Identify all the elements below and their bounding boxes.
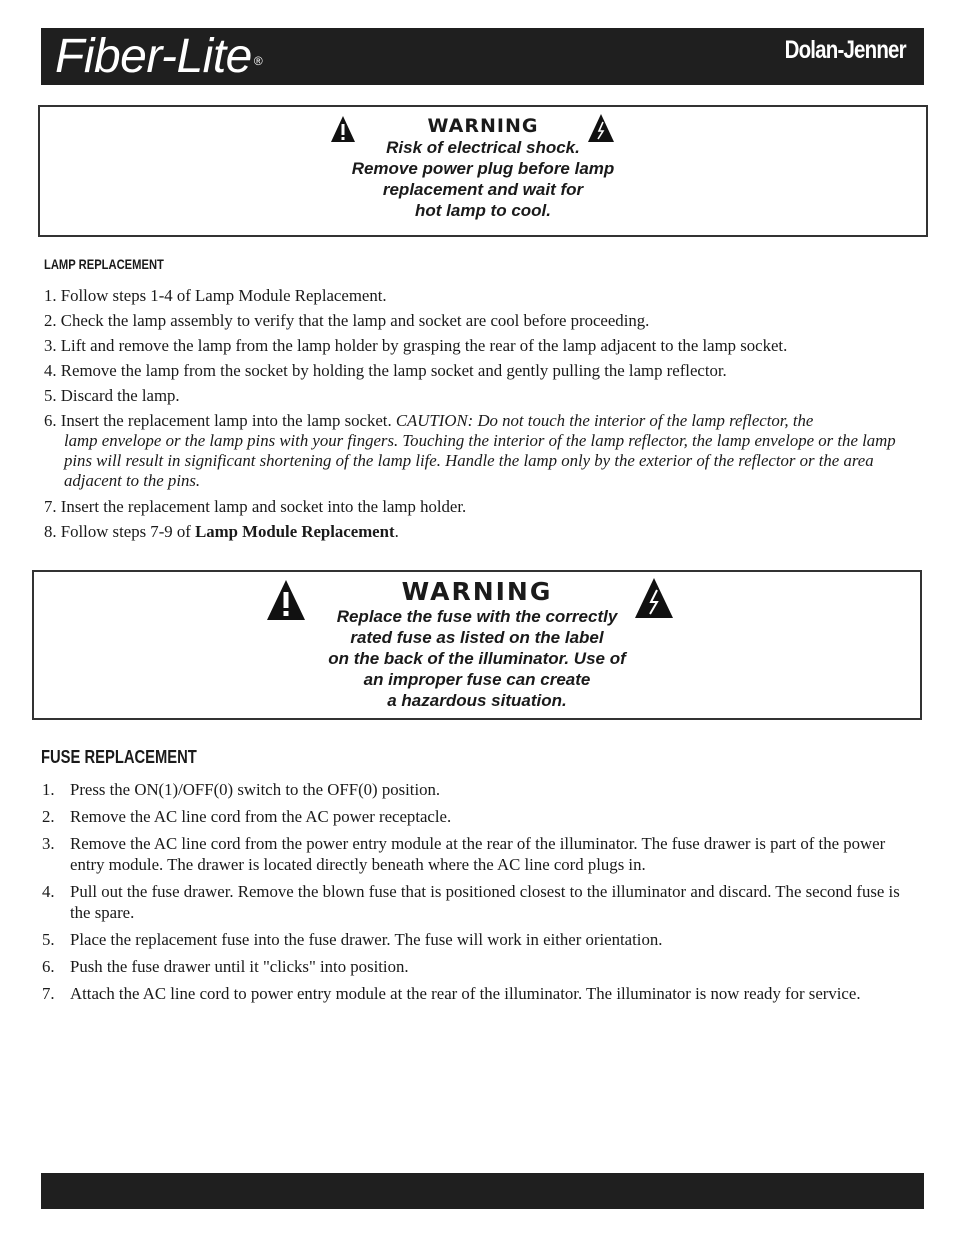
list-item: 7. Attach the AC line cord to power entry module at the rear of the illuminator. The illuminator is now ready for service.: [42, 984, 861, 1003]
header-bar: [41, 28, 924, 85]
warning-text-line: hot lamp to cool.: [415, 201, 551, 220]
warning-text-line: Replace the fuse with the correctly: [336, 607, 618, 626]
list-item: 5. Discard the lamp.: [44, 386, 180, 405]
caution-text: CAUTION: Do not touch the interior of the lamp reflector, the: [395, 411, 814, 430]
list-item: 2. Remove the AC line cord from the AC power receptacle.: [42, 807, 452, 826]
warning-box-fuse: [32, 570, 922, 720]
lamp-replacement-steps: [44, 283, 914, 544]
warning-text-line: on the back of the illuminator. Use of: [328, 649, 626, 668]
list-item: 1. Follow steps 1-4 of Lamp Module Replacement.: [44, 286, 387, 305]
list-item: 4. Pull out the fuse drawer. Remove the blown fuse that is positioned closest to the illuminator and discard. The second fuse is the spare.: [42, 882, 900, 922]
list-item: 6. Push the fuse drawer until it "clicks" into position.: [42, 957, 409, 976]
warning-text-line: replacement and wait for: [382, 180, 584, 199]
exclamation-warning-icon: [330, 115, 356, 143]
cross-reference: Lamp Module Replacement: [195, 522, 395, 541]
company-name: Dolan-Jenner: [784, 36, 906, 64]
warning-title: WARNING: [401, 577, 553, 606]
footer-bar: [41, 1173, 924, 1209]
lightning-warning-icon: [634, 577, 674, 619]
fuse-replacement-steps: [42, 779, 902, 1010]
list-item: 6. Insert the replacement lamp into the lamp socket. CAUTION: Do not touch the interior of the lamp reflector, the lamp envelope or the lamp pins with your fingers. Touching the interior of the lamp reflector, the lamp envelope or the lamp pins will result in significant shortening of the lamp life. Handle the lamp only by the exterior of the reflector or the area adjacent to the pins.: [44, 411, 914, 491]
caution-text: lamp envelope or the lamp pins with your fingers. Touching the interior of the lamp reflector, the lamp envelope or the lamp pins will result in significant shortening of the lamp life. Handle the lamp only by the exterior of the reflector or the area adjacent to the pins.: [64, 431, 896, 490]
list-item: 3. Lift and remove the lamp from the lamp holder by grasping the rear of the lamp adjacent to the lamp socket.: [44, 336, 788, 355]
warning-text-line: Remove power plug before lamp: [351, 159, 615, 178]
lightning-warning-icon: [587, 113, 615, 143]
warning-box-electrical: [38, 105, 928, 237]
list-item: 3. Remove the AC line cord from the power entry module at the rear of the illuminator. The fuse drawer is part of the power entry module. The drawer is located directly beneath where the AC line cord plugs in.: [42, 834, 886, 874]
list-item: 4. Remove the lamp from the socket by holding the lamp socket and gently pulling the lamp reflector.: [44, 361, 727, 380]
list-item: 8. Follow steps 7-9 of Lamp Module Replacement.: [44, 522, 399, 541]
warning-text-line: an improper fuse can create: [363, 670, 591, 689]
warning-text-line: a hazardous situation.: [387, 691, 567, 710]
warning-title: WARNING: [427, 115, 539, 137]
list-item: 1. Press the ON(1)/OFF(0) switch to the OFF(0) position.: [42, 780, 441, 799]
registered-mark: ®: [253, 54, 263, 68]
fuse-replacement-heading: FUSE REPLACEMENT: [41, 747, 197, 767]
brand-logo: Fiber-Lite ®: [55, 30, 263, 83]
list-item: 7. Insert the replacement lamp and socket into the lamp holder.: [44, 497, 467, 516]
list-item: 2. Check the lamp assembly to verify that the lamp and socket are cool before proceeding.: [44, 311, 650, 330]
warning-text-line: Risk of electrical shock.: [386, 138, 580, 157]
list-item: 5. Place the replacement fuse into the fuse drawer. The fuse will work in either orientation.: [42, 930, 663, 949]
lamp-replacement-heading: LAMP REPLACEMENT: [44, 256, 164, 272]
warning-text-line: rated fuse as listed on the label: [350, 628, 604, 647]
exclamation-warning-icon: [266, 579, 306, 621]
